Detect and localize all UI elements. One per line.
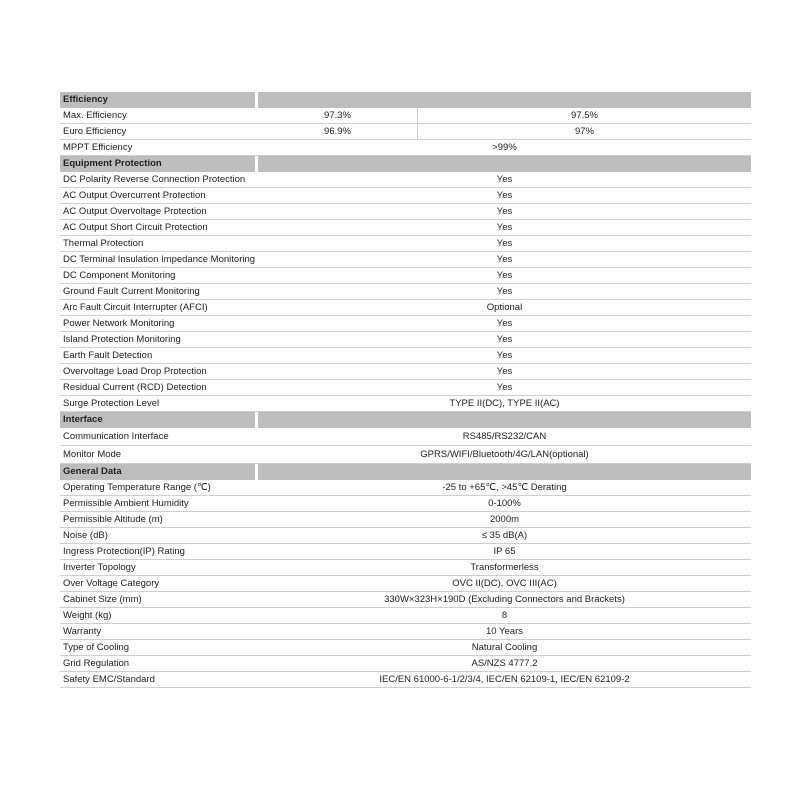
row-label: Grid Regulation — [63, 658, 130, 669]
row-value: Yes — [496, 270, 513, 281]
row-label: Earth Fault Detection — [63, 350, 153, 361]
row-label: Residual Current (RCD) Detection — [63, 382, 207, 393]
row-value: Yes — [496, 222, 513, 233]
table-row — [60, 348, 751, 364]
row-value: Yes — [496, 350, 513, 361]
row-value: >99% — [492, 142, 517, 153]
table-row — [60, 300, 751, 316]
table-row — [60, 380, 751, 396]
section-header-fill — [258, 412, 751, 428]
section-header — [60, 156, 751, 172]
row-label: AC Output Overvoltage Protection — [63, 206, 207, 217]
row-label: Over Voltage Category — [63, 578, 160, 589]
row-label: Monitor Mode — [63, 449, 122, 460]
row-label: Ground Fault Current Monitoring — [63, 286, 200, 297]
table-row — [60, 204, 751, 220]
row-value: Yes — [496, 318, 513, 329]
row-value: 330W×323H×190D (Excluding Connectors and Brackets) — [384, 594, 625, 605]
table-row — [60, 656, 751, 672]
row-value: Natural Cooling — [471, 642, 538, 653]
row-value: IP 65 — [493, 546, 516, 557]
section-header-fill — [258, 92, 751, 108]
row-label: Communication Interface — [63, 431, 169, 442]
row-value: Transformerless — [470, 562, 539, 573]
table-row — [60, 316, 751, 332]
row-label: Euro Efficiency — [63, 126, 127, 137]
row-value: -25 to +65℃, >45℃ Derating — [442, 482, 567, 493]
row-value: Yes — [496, 206, 513, 217]
row-value: Yes — [496, 382, 513, 393]
row-value: GPRS/WIFI/Bluetooth/4G/LAN(optional) — [420, 449, 589, 460]
row-value: Yes — [496, 334, 513, 345]
table-row — [60, 624, 751, 640]
row-label: Safety EMC/Standard — [63, 674, 155, 685]
row-label: Ingress Protection(IP) Rating — [63, 546, 185, 557]
row-label: Inverter Topology — [63, 562, 136, 573]
row-label: Cabinet Size (mm) — [63, 594, 142, 605]
row-label: Thermal Protection — [63, 238, 144, 249]
table-row — [60, 172, 751, 188]
table-row — [60, 608, 751, 624]
row-label: Type of Cooling — [63, 642, 130, 653]
table-row — [60, 284, 751, 300]
table-row — [60, 396, 751, 412]
table-row — [60, 528, 751, 544]
table-row — [60, 560, 751, 576]
table-row — [60, 252, 751, 268]
row-label: MPPT Efficiency — [63, 142, 133, 153]
row-value: Yes — [496, 238, 513, 249]
table-row — [60, 428, 751, 446]
table-row — [60, 220, 751, 236]
row-label: DC Terminal Insulation Impedance Monitoring — [63, 254, 255, 265]
table-row — [60, 496, 751, 512]
row-label: DC Polarity Reverse Connection Protection — [63, 174, 246, 185]
table-row — [60, 236, 751, 252]
section-header-fill — [258, 464, 751, 480]
row-value: Optional — [486, 302, 523, 313]
section-title: General Data — [60, 464, 255, 480]
table-row — [60, 672, 751, 688]
row-value-model-2: 97.5% — [571, 110, 598, 121]
section-header — [60, 412, 751, 428]
section-title: Interface — [60, 412, 255, 428]
row-value-model-2: 97% — [574, 126, 594, 137]
table-row — [60, 544, 751, 560]
row-value: Yes — [496, 174, 513, 185]
table-row — [60, 364, 751, 380]
table-row — [60, 140, 751, 156]
row-value: 8 — [501, 610, 508, 621]
row-label: Noise (dB) — [63, 530, 108, 541]
table-row — [60, 592, 751, 608]
row-label: AC Output Short Circuit Protection — [63, 222, 208, 233]
table-row — [60, 332, 751, 348]
table-row — [60, 640, 751, 656]
table-row — [60, 124, 751, 140]
table-row — [60, 268, 751, 284]
row-value: 0-100% — [488, 498, 521, 509]
row-value: 10 Years — [486, 626, 523, 637]
row-value: Yes — [496, 254, 513, 265]
section-header — [60, 92, 751, 108]
row-label: Surge Protection Level — [63, 398, 160, 409]
row-value: AS/NZS 4777.2 — [471, 658, 538, 669]
row-label: Operating Temperature Range (℃) — [63, 482, 211, 493]
section-header-fill — [258, 156, 751, 172]
row-value: IEC/EN 61000-6-1/2/3/4, IEC/EN 62109-1, IEC/EN 62109-2 — [379, 674, 630, 685]
row-label: Max. Efficiency — [63, 110, 127, 121]
row-value-model-1: 97.3% — [258, 108, 418, 123]
table-row — [60, 188, 751, 204]
table-row — [60, 446, 751, 464]
section-header — [60, 464, 751, 480]
section-title: Efficiency — [60, 92, 255, 108]
row-value: TYPE II(DC), TYPE II(AC) — [449, 398, 560, 409]
row-value: RS485/RS232/CAN — [462, 431, 547, 442]
table-row — [60, 108, 751, 124]
row-label: Warranty — [63, 626, 102, 637]
table-row — [60, 576, 751, 592]
table-row — [60, 480, 751, 496]
row-label: DC Component Monitoring — [63, 270, 176, 281]
table-row — [60, 512, 751, 528]
row-label: Overvoltage Load Drop Protection — [63, 366, 207, 377]
row-value: OVC II(DC), OVC III(AC) — [452, 578, 557, 589]
row-value: ≤ 35 dB(A) — [481, 530, 528, 541]
row-value: Yes — [496, 286, 513, 297]
row-value: 2000m — [489, 514, 520, 525]
row-label: Weight (kg) — [63, 610, 112, 621]
row-value-model-1: 96.9% — [258, 124, 418, 139]
row-label: Power Network Monitoring — [63, 318, 175, 329]
row-label: Arc Fault Circuit Interrupter (AFCI) — [63, 302, 208, 313]
row-label: Island Protection Monitoring — [63, 334, 181, 345]
row-value: Yes — [496, 190, 513, 201]
spec-table — [60, 92, 751, 688]
row-label: Permissible Altitude (m) — [63, 514, 163, 525]
row-label: AC Output Overcurrent Protection — [63, 190, 206, 201]
section-title: Equipment Protection — [60, 156, 255, 172]
row-label: Permissible Ambient Humidity — [63, 498, 189, 509]
row-value: Yes — [496, 366, 513, 377]
